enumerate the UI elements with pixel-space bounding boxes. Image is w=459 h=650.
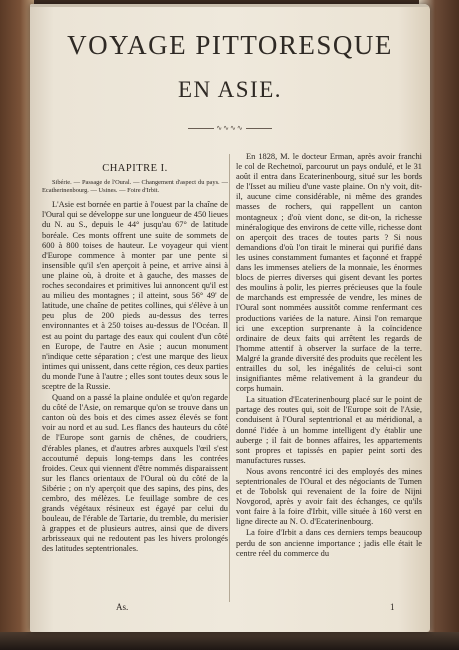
- chapter-heading: CHAPITRE I.: [102, 163, 168, 174]
- paragraph: La situation d'Ecaterinenbourg placé sur le point de partage des routes qui, soit de l'Europe soit de l'Asie, conduisent à l'Oural septentrional et au méridional, a donné l'idée à un homme intelligent d'y établir une auberge ; il fait de bonnes affaires, les appartements sont propres et tapissés en papier peint sorti des manufactures russes.: [236, 395, 422, 465]
- column-divider: [229, 154, 230, 602]
- book-binding-left: [0, 0, 34, 650]
- page-top-edge: [30, 4, 430, 7]
- paragraph: Nous avons rencontré ici des employés des mines septentrionales de l'Oural et des négociants de Tumen et de Tobolsk qui revenaient de la foire de Nijni Novgorod, après y avoir fait des échanges, ce qu'ils vont faire à la foire d'Irbit, ville située à 160 verst en ligne directe au N. O. d'Ecaterinenbourg.: [236, 466, 422, 527]
- paragraph: Quand on a passé la plaine ondulée et qu'on regarde du côté de l'Asie, on remarque qu'on se trouve dans un canton où des bois et des cimes assez élevés se font voir au nord et au sud. Les flancs des hauteurs du côté de l'Europe sont garnis de chênes, de coudriers, d'érables planes, et d'autres arbres auxquels l'œil s'est accoutumé depuis long-temps dans les contrées froides. Ceux qui viennent d'être nommés disparaissent sur les flancs orientaux de l'Oural où du côté de la Sibérie ; on n'y aperçoit que des sapins, des pins, des cembro, des mélèzes. Le feuillage sombre de ces grands végétaux résineux est égayé par celui du bouleau, de l'érable de Tartarie, du tremble, du merisier à grappes et de plusieurs autres, ainsi que de divers arbrisseaux qui ne redoutent pas les hivers prolongés des latitudes septentrionales.: [42, 393, 228, 554]
- page-number: 1: [390, 602, 395, 612]
- book-page: [30, 4, 430, 632]
- paragraph: L'Asie est bornée en partie à l'ouest par la chaîne de l'Oural qui se développe sur une longueur de 450 lieues du N. au S., depuis le 44° jusqu'au 67° de latitude boréale. Ces monts offrent une suite de sommets de 600 à 800 toises de hauteur. Le voyageur qui vient d'Europe commence à monter par une pente si insensible qu'il s'en aperçoit à peine, et arrive ainsi à une plaine où, à droite et à gauche, des masses de roches secondaires et primitives lui annoncent qu'il est au milieu des montagnes ; il atteint, sous 56° 49' de latitude, une chaîne de petites collines, qui s'élève à un peu plus de 200 pieds au-dessus des terres environnantes et à 250 toises au-dessus de l'Océan. Il est au point du partage des eaux qui coulent d'un côté en Europe, de l'autre en Asie ; aucun monument n'indique cette séparation ; c'est une marque des lieux intimes qui unissent, dans cette région, ces deux parties du monde l'une à l'autre ; elles sont toutes deux sous le sceptre de la Russie.: [42, 200, 228, 391]
- table-surface: [0, 632, 459, 650]
- text-column-left: [42, 152, 228, 612]
- book-title-line1: VOYAGE PITTORESQUE: [67, 30, 393, 60]
- text-column-right: [236, 152, 422, 612]
- book-title-line2: EN ASIE.: [178, 77, 282, 102]
- title-ornament: ∿∿∿∿: [30, 124, 430, 132]
- paragraph: En 1828, M. le docteur Erman, après avoir franchi le col de Rechetnoï, parcourut un pays ondulé, et le 31 août il entra dans Ecaterinenbourg, situé sur les bords de l'Isset au milieu d'une vaste plaine. On n'y voit, dit-il, aucune cime considérable, ni même des grandes masses de rochers, qui rappellent un canton montagneux ; d'où vient donc, se dit-on, la richesse minéralogique des environs de cette ville, richesse dont on aperçoit des traces de toutes parts ? Si nous demandions d'où l'on tirait le minerai qui purifié dans les usines constamment fumantes et façonné et frappé dans les immenses ateliers de la monnaie, les énormes blocs de pierres diverses qui gisent devant les portes des moulins à polir, les pierres précieuses que la foule de marchands est empressée de vendre, les mines de l'Oural sont nommées aussitôt comme renfermant ces productions variées de la nature. Ainsi l'on remarque ici une exception surprenante à la coïncidence ordinaire de deux faits qui arrêtent les regards de l'homme attentif à observer la surface de la terre. Malgré la grande diversité des produits que recèlent les entrailles du sol, les inégalités de celui-ci sont insignifiantes même relativement à la grandeur du corps humain.: [236, 152, 422, 394]
- paragraph: La foire d'Irbit a dans ces derniers temps beaucoup perdu de son ancienne importance ; jadis elle était le centre réel du commerce du: [236, 528, 422, 558]
- signature-mark: As.: [116, 602, 129, 612]
- chapter-summary: Sibérie. — Passage de l'Oural. — Changement d'aspect du pays. — Ecatherinenbourg. — Usines. — Foire d'Irbit.: [42, 179, 228, 194]
